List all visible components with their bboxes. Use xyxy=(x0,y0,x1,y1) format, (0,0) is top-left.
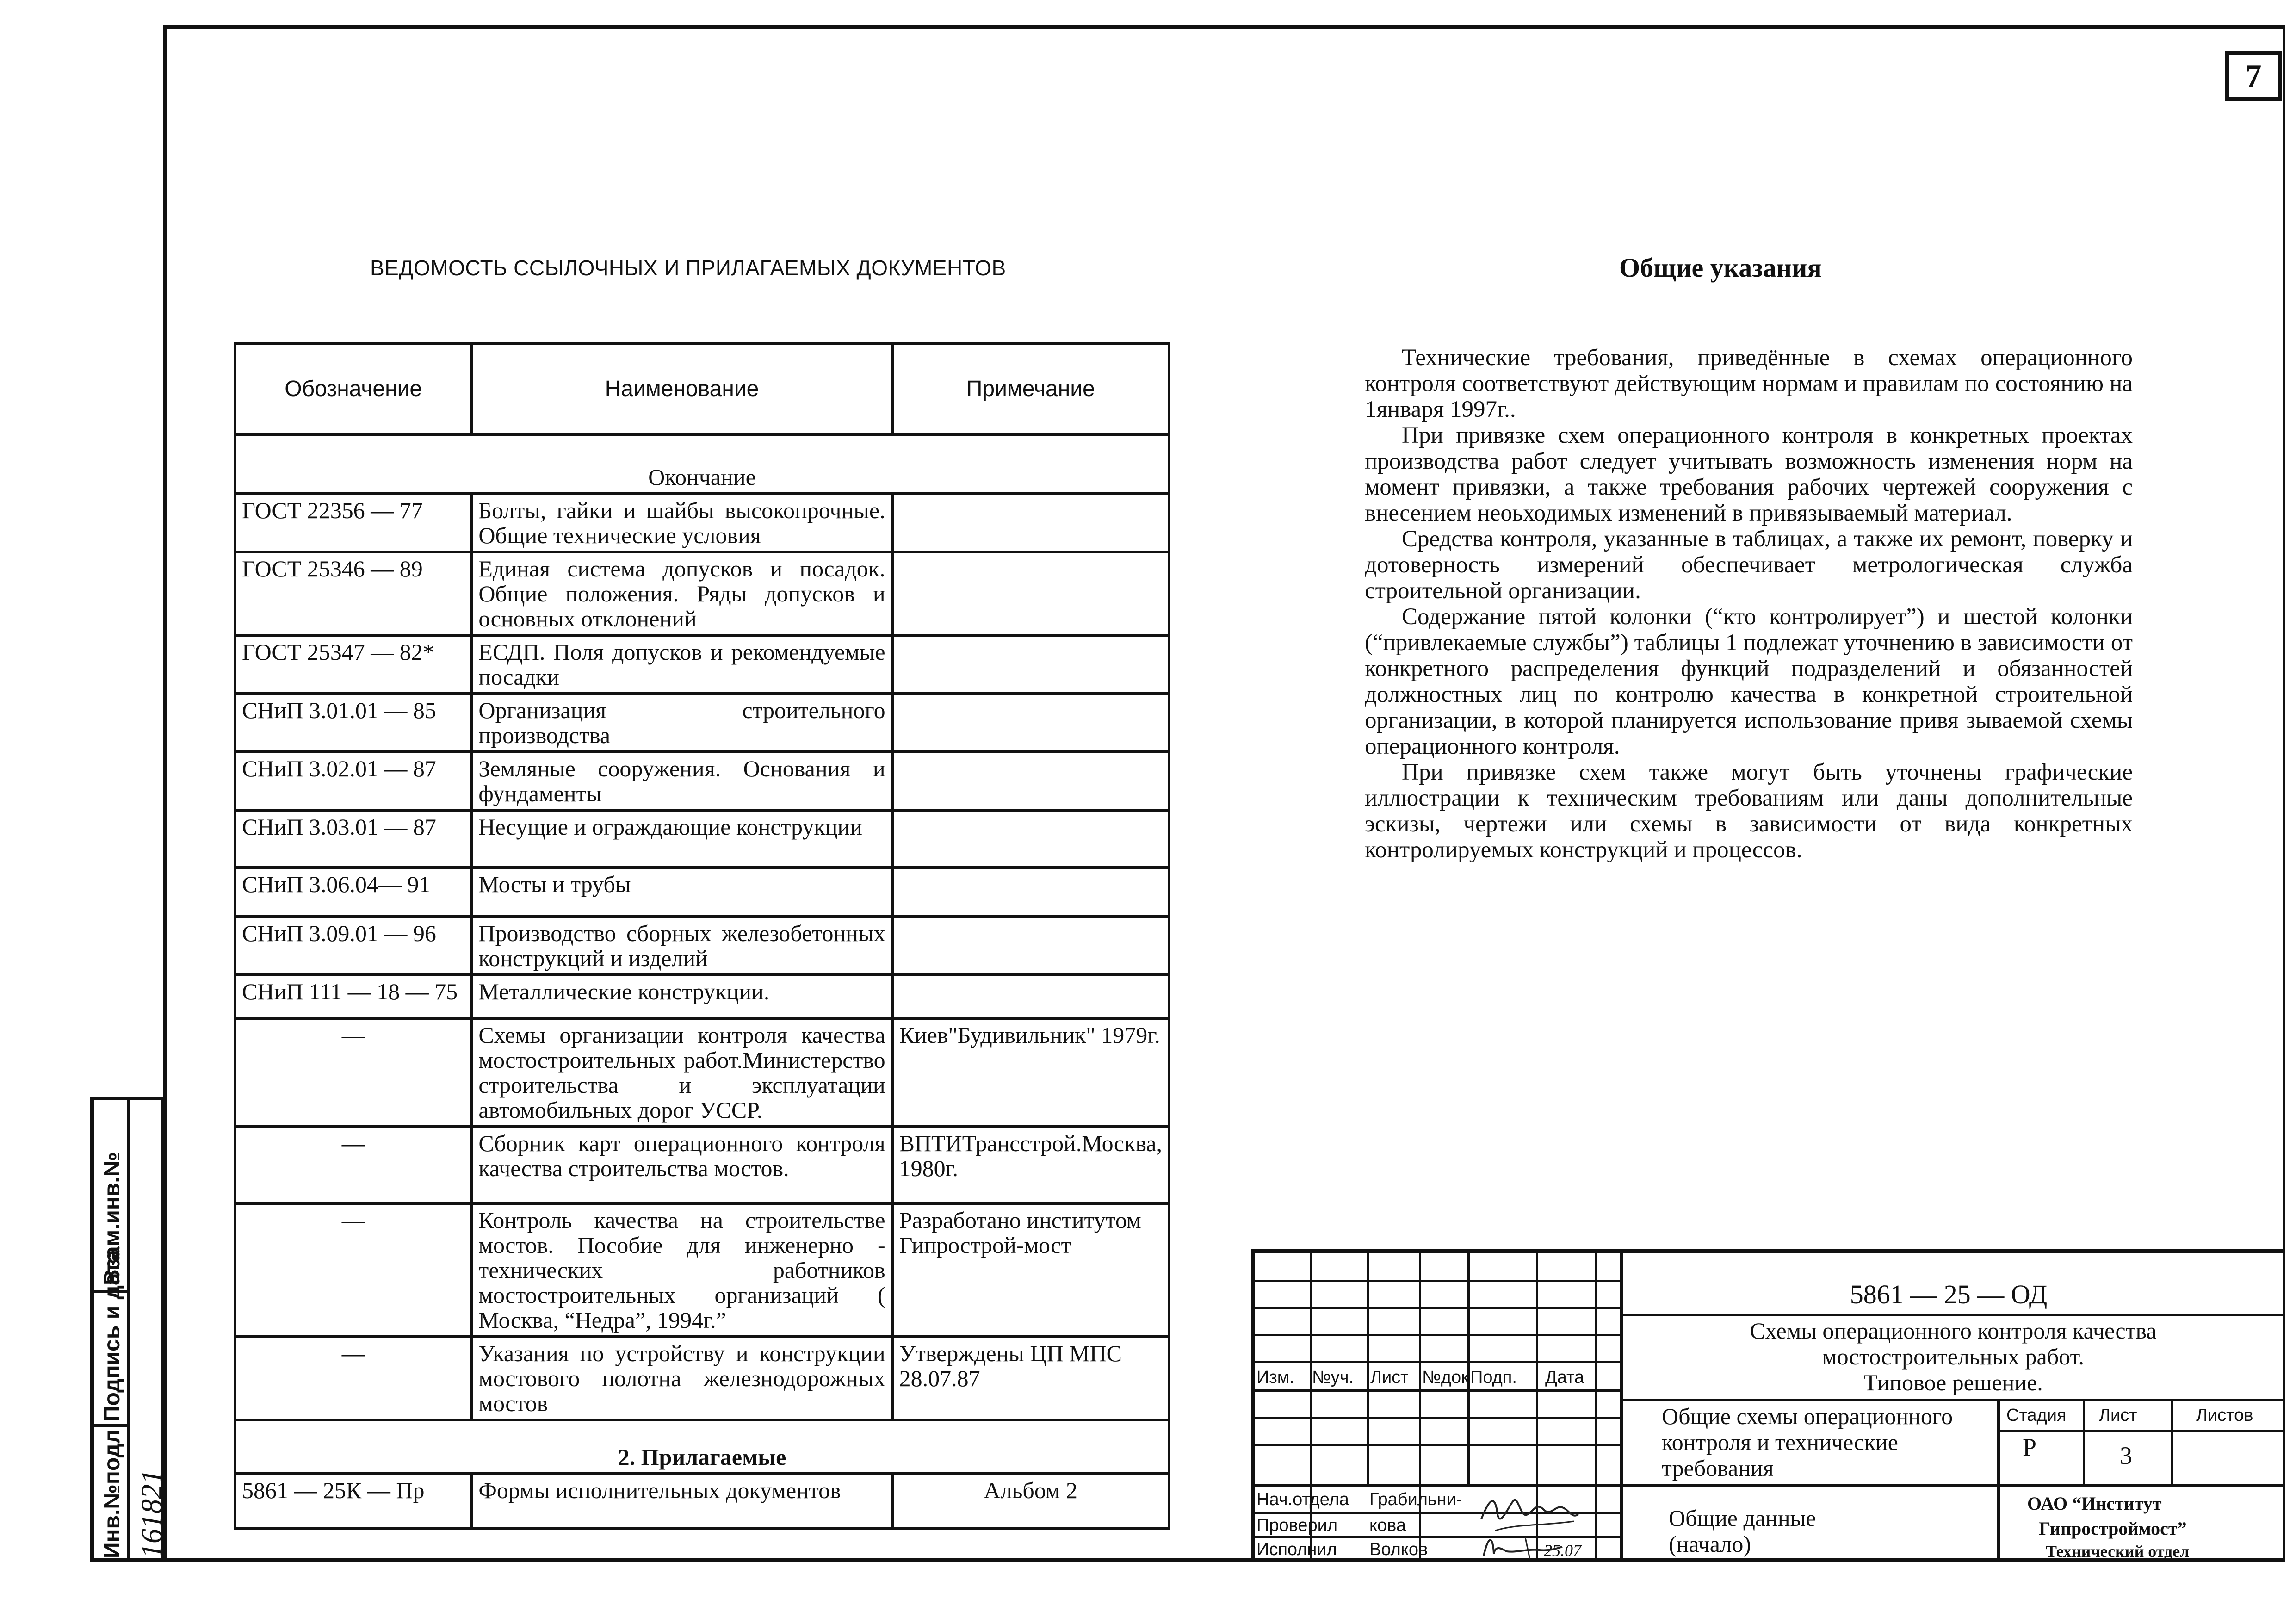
table-row xyxy=(235,1018,1169,1127)
table-row xyxy=(235,635,1169,694)
sheet-value: 3 xyxy=(2120,1442,2132,1469)
table-row xyxy=(235,810,1169,868)
cell-designation: ГОСТ 25346 — 89 xyxy=(235,552,471,635)
cell-name: Схемы организации контроля качества мостостроительных работ.Министерство строительства и эксплуатации автомобильных дорог УССР. xyxy=(471,1018,892,1127)
section-continuation: Окончание xyxy=(235,434,1169,494)
margin-inv-value: 161821 xyxy=(135,1469,168,1558)
signature-date: 25.07 xyxy=(1544,1541,1581,1560)
name-checked: кова xyxy=(1369,1516,1406,1535)
col-izm: Изм. xyxy=(1256,1368,1294,1387)
cell-name: Контроль качества на строительстве мостов. Пособие для инженерно - технических работников мостостроительных организаций ( Москва, “Недра”, 1994г.” xyxy=(471,1203,892,1337)
cell-designation: СНиП 3.06.04— 91 xyxy=(235,868,471,917)
table-row xyxy=(235,552,1169,635)
cell-designation: СНиП 3.02.01 — 87 xyxy=(235,752,471,810)
table-row xyxy=(235,494,1169,552)
margin-sign-label: Подпись и дата xyxy=(100,1250,124,1422)
cell-designation: — xyxy=(235,1127,471,1203)
col-data: Дата xyxy=(1545,1368,1584,1387)
col-podp: Подп. xyxy=(1470,1368,1517,1387)
cell-name: Организация строительного производства xyxy=(471,694,892,752)
album-title-1: Схемы операционного контроля качества xyxy=(1750,1318,2157,1344)
stage-value: Р xyxy=(2023,1433,2037,1461)
col-nuch: №уч. xyxy=(1312,1368,1354,1387)
cell-name: Единая система допусков и посадок. Общие положения. Ряды допусков и основных отклонений xyxy=(471,552,892,635)
col-ndok: №док xyxy=(1422,1368,1469,1387)
section-attached: 2. Прилагаемые xyxy=(235,1420,1169,1474)
table-row xyxy=(235,975,1169,1018)
general-paragraph: Средства контроля, указанные в таблицах, а также их ремонт, поверку и дотоверность измерений обеспечивает метрологическая служба строительной организации. xyxy=(1365,526,2133,604)
cell-name: Металлические конструкции. xyxy=(471,975,892,1018)
table-row xyxy=(235,1127,1169,1203)
cell-name: Несущие и ограждающие конструкции xyxy=(471,810,892,868)
general-paragraph: При привязке схем операционного контроля в конкретных проектах производства работ следует учитывать возможность изменения норм на момент привязки, а также требования рабочих чертежей сооружения с внесением неоьходимых изменений в привязываемый материал. xyxy=(1365,422,2133,526)
cell-designation: СНиП 3.09.01 — 96 xyxy=(235,917,471,975)
cell-name: Производство сборных железобетонных конструкций и изделий xyxy=(471,917,892,975)
stage-label: Стадия xyxy=(2006,1406,2067,1425)
cell-name: ЕСДП. Поля допусков и рекомендуемые посадки xyxy=(471,635,892,694)
header-name: Наименование xyxy=(471,344,892,434)
cell-note xyxy=(892,810,1169,868)
cell-name: Болты, гайки и шайбы высокопрочные. Общие технические условия xyxy=(471,494,892,552)
album-title-3: Типовое решение. xyxy=(1863,1370,2043,1395)
table-row xyxy=(235,917,1169,975)
cell-note: ВПТИТрансстрой.Москва, 1980г. xyxy=(892,1127,1169,1203)
cell-note xyxy=(892,635,1169,694)
references-title: ВЕДОМОСТЬ ССЫЛОЧНЫХ И ПРИЛАГАЕМЫХ ДОКУМЕНТОВ xyxy=(370,256,1006,280)
sheet-title: Общие схемы операционного контроля и технические требования xyxy=(1662,1403,1953,1481)
cell-note xyxy=(892,752,1169,810)
cell-note xyxy=(892,494,1169,552)
album-title-2: мостостроительных работ. xyxy=(1822,1344,2085,1370)
cell-note: Утверждены ЦП МПС 28.07.87 xyxy=(892,1337,1169,1420)
org-line-3: Технический отдел xyxy=(2046,1542,2190,1561)
general-title: Общие указания xyxy=(1619,253,1822,283)
table-row xyxy=(235,1203,1169,1337)
signature-head xyxy=(1477,1487,1583,1537)
general-paragraph: При привязке схем также могут быть уточнены графические иллюстрации к техническим требованиям или даны дополнительные эскизы, чертежи или схемы в зависимости от вида конкретных контролируемых конструкций и процессов. xyxy=(1365,759,2133,863)
cell-name: Указания по устройству и конструкции мостового полотна железнодорожных мостов xyxy=(471,1337,892,1420)
table-row xyxy=(235,1474,1169,1528)
section-attached-row xyxy=(235,1420,1169,1474)
cell-designation: СНиП 111 — 18 — 75 xyxy=(235,975,471,1018)
page-number: 7 xyxy=(2225,51,2282,101)
sheets-label: Листов xyxy=(2196,1406,2253,1425)
cell-note xyxy=(892,917,1169,975)
cell-designation: — xyxy=(235,1018,471,1127)
cell-note xyxy=(892,868,1169,917)
cell-designation: — xyxy=(235,1337,471,1420)
cell-name: Сборник карт операционного контроля качества строительства мостов. xyxy=(471,1127,892,1203)
role-head: Нач.отдела xyxy=(1256,1490,1349,1509)
org-line-2: Гипростроймост” xyxy=(2039,1518,2187,1539)
name-executed: Волков xyxy=(1369,1540,1428,1559)
header-designation: Обозначение xyxy=(235,344,471,434)
references-table xyxy=(234,342,1170,1530)
org-line-1: ОАО “Институт xyxy=(2027,1493,2162,1514)
table-row xyxy=(235,752,1169,810)
cell-note: Киев"Будивильник" 1979г. xyxy=(892,1018,1169,1127)
table-row xyxy=(235,694,1169,752)
cell-note: Разработано институтом Гипрострой-мост xyxy=(892,1203,1169,1337)
cell-name: Мосты и трубы xyxy=(471,868,892,917)
general-paragraph: Содержание пятой колонки (“кто контролирует”) и шестой колонки (“привлекаемые службы”) таблицы 1 подлежат уточнению в зависимости от конкретного распределения функций подразделений и обязанностей должностных лиц по контролю качества в конкретной строительной организации, в которой планируется использование привя зываемой схемы операционного контроля. xyxy=(1365,604,2133,759)
cell-designation: — xyxy=(235,1203,471,1337)
role-checked: Проверил xyxy=(1256,1516,1338,1535)
cell-note xyxy=(892,552,1169,635)
cell-designation: СНиП 3.01.01 — 85 xyxy=(235,694,471,752)
role-executed: Исполнил xyxy=(1256,1540,1337,1559)
cell-designation: 5861 — 25К — Пр xyxy=(235,1474,471,1528)
cell-designation: ГОСТ 25347 — 82* xyxy=(235,635,471,694)
margin-vzam-label: Взам.инв.№ xyxy=(100,1152,124,1285)
title-block xyxy=(1251,1249,2285,1562)
cell-note xyxy=(892,975,1169,1018)
cell-designation: СНиП 3.03.01 — 87 xyxy=(235,810,471,868)
signature-executed xyxy=(1479,1531,1567,1562)
doc-code: 5861 — 25 — ОД xyxy=(1850,1279,2048,1309)
cell-designation: ГОСТ 22356 — 77 xyxy=(235,494,471,552)
section-continuation-row xyxy=(235,434,1169,494)
table-row xyxy=(235,1337,1169,1420)
table-row xyxy=(235,868,1169,917)
cell-note: Альбом 2 xyxy=(892,1474,1169,1528)
section-title: Общие данные (начало) xyxy=(1669,1505,1816,1557)
margin-inv-label: Инв.№подл xyxy=(100,1429,124,1558)
cell-name: Земляные сооружения. Основания и фундаменты xyxy=(471,752,892,810)
general-paragraph: Технические требования, приведённые в схемах операционного контроля соответствуют действующим нормам и правилам по состоянию на 1января 1997г.. xyxy=(1365,345,2133,422)
header-note: Примечание xyxy=(892,344,1169,434)
general-notes xyxy=(1365,345,2133,863)
cell-name: Формы исполнительных документов xyxy=(471,1474,892,1528)
cell-note xyxy=(892,694,1169,752)
margin-stamp xyxy=(90,1097,168,1562)
sheet-label: Лист xyxy=(2099,1406,2137,1425)
col-list: Лист xyxy=(1370,1368,1409,1387)
name-head: Грабильни- xyxy=(1369,1490,1462,1509)
